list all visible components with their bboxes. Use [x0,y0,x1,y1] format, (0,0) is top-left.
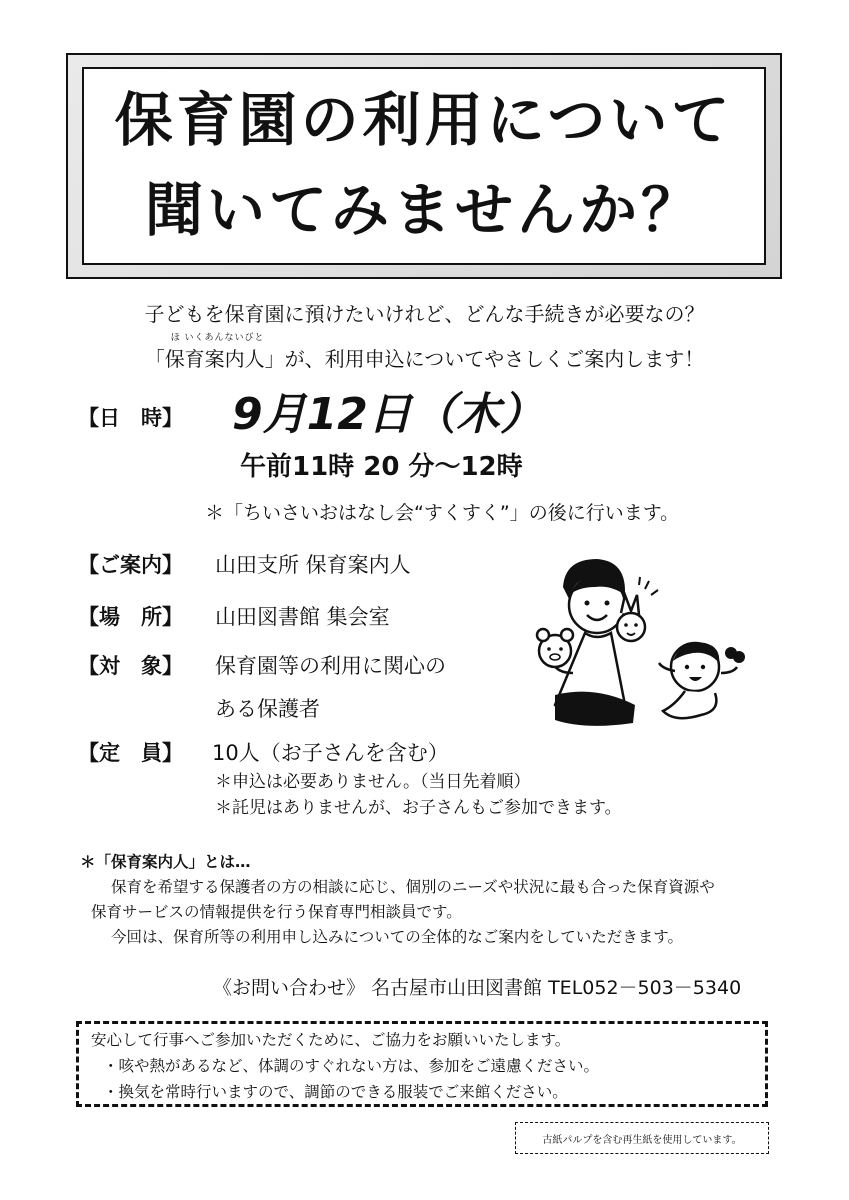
notice-line-2: ・咳や熱があるなど、体調のすぐれない方は、参加をご遠慮ください。 [103,1057,600,1075]
intro-line-2 [0,333,849,372]
capacity-note-2: ＊託児はありませんが、お子さんもご参加できます。 [215,798,622,818]
target-value-2: ある保護者 [215,697,320,721]
place-label: 【場 所】 [78,605,183,629]
date-label: 【日 時】 [78,406,183,430]
intro-term [164,333,265,372]
about-line-2: 保育サービスの情報提供を行う保育専門相談員です。 [91,903,462,921]
intro-line-1: 子どもを保育園に預けたいけれど、どんな手続きが必要なの？ [144,302,705,326]
notice-line-1: 安心して行事へご参加いただくために、ご協力をお願いいたします。 [91,1031,571,1049]
title-panel [82,67,766,265]
intro-term-text: 保育案内人 [164,347,265,371]
event-time: 午前11時 20 分～12時 [240,452,523,482]
recycle-note: 古紙パルプを含む再生紙を使用しています。 [515,1122,769,1154]
about-line-1: 保育を希望する保護者の方の相談に応じ、個別のニーズや状況に最も合った保育資源や [111,878,715,896]
date-note: ＊「ちいさいおはなし会“すくすく”」の後に行います。 [205,502,680,524]
intro-line-2-rest: 」が、利用申込についてやさしくご案内します！ [264,347,705,371]
guide-label: 【ご案内】 [78,553,183,577]
intro-quote-open: 「 [144,347,165,371]
parent-child-puppet-illustration [525,555,765,730]
target-value-1: 保育園等の利用に関心の [215,654,446,678]
target-label: 【対 象】 [78,654,183,678]
capacity-value: 10人（お子さんを含む） [212,741,449,765]
notice-line-3: ・換気を常時行いますので、調節のできる服装でご来館ください。 [103,1083,568,1101]
guide-value: 山田支所 保育案内人 [215,553,411,577]
notice-box [76,1021,768,1107]
intro-term-ruby: ほ いくあんないびと [170,333,265,343]
contact-info: 《お問い合わせ》 名古屋市山田図書館 TEL052－503－5340 [213,977,742,999]
title-line-1: 保育園の利用について [114,86,734,155]
capacity-label: 【定 員】 [78,741,183,765]
place-value: 山田図書館 集会室 [215,605,390,629]
capacity-note-1: ＊申込は必要ありません。（当日先着順） [215,772,531,792]
event-date: 9月12日（木） [232,389,544,440]
about-line-3: 今回は、保育所等の利用申し込みについての全体的なご案内をしていただきます。 [111,928,683,946]
title-line-2: 聞いてみませんか？ [144,176,703,244]
about-heading: ＊「保育案内人」とは… [80,853,251,871]
title-frame [66,53,782,279]
